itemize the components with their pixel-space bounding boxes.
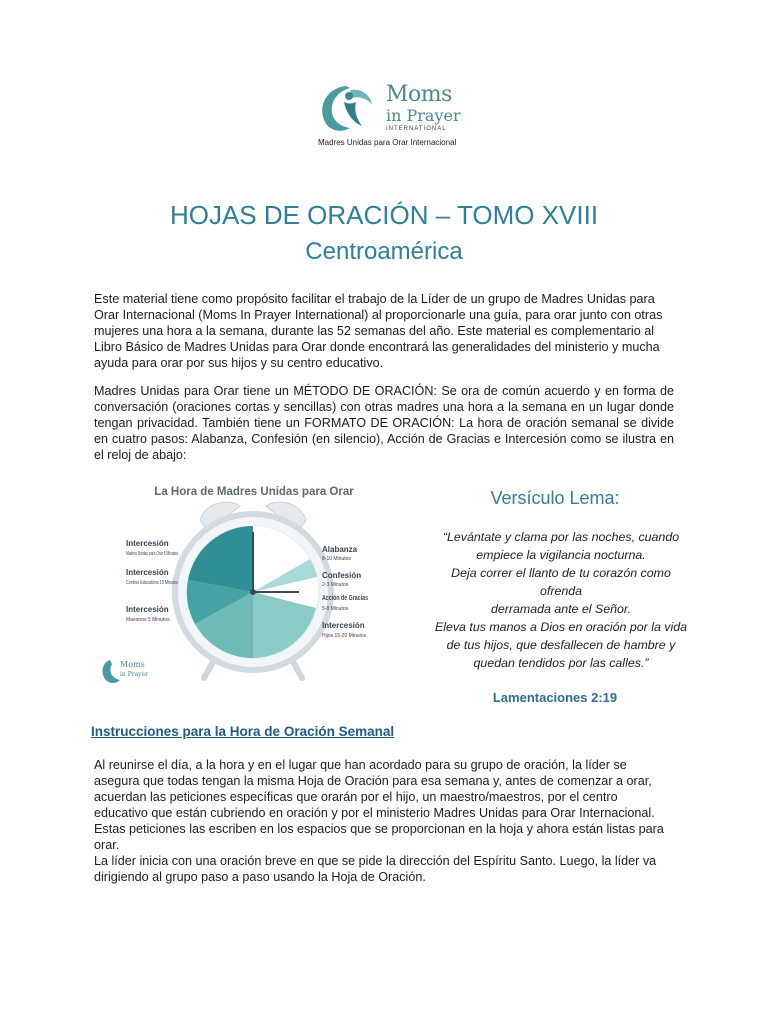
label-left-3-detail: Maestros 5 Minutos <box>126 617 170 623</box>
clock-center <box>250 589 256 595</box>
clock-mini-logo <box>103 660 149 683</box>
label-left-2-title: Intercesión <box>126 568 169 577</box>
instructions-paragraph-b: La líder inicia con una oración breve en que se pide la dirección del Espíritu Santo. Luego, la líder va dirigiendo al grupo paso a paso usando la Hoja de Oración. <box>94 854 657 884</box>
instructions-body <box>94 757 674 885</box>
verse-line: derramada ante el Señor. <box>490 602 632 616</box>
instructions-heading: Instrucciones para la Hora de Oración Semanal <box>91 724 395 739</box>
label-left-1-title: Intercesión <box>126 539 169 548</box>
label-left-2-detail: Centros Educativos 10 Minutos <box>126 580 179 586</box>
verse-line: ofrenda <box>539 584 583 598</box>
label-right-1-detail: 8-10 Minutos <box>322 556 351 562</box>
mini-logo-icon <box>103 660 120 683</box>
verse-line: quedan tendidos por las calles.” <box>473 656 649 670</box>
label-right-3-detail: 5-8 Minutos <box>322 606 349 612</box>
moms-in-prayer-logo <box>316 78 466 150</box>
label-right-1-title: Alabanza <box>322 545 358 554</box>
verse-reference: Lamentaciones 2:19 <box>492 690 618 705</box>
verse-line: de tus hijos, que desfallecen de hambre y <box>446 638 676 652</box>
verse-line: empiece la vigilancia nocturna. <box>476 548 646 562</box>
mini-logo-line1: Moms <box>120 660 145 669</box>
intro-paragraph: Este material tiene como propósito facilitar el trabajo de la Líder de un grupo de Madres Unidas para Orar Internacional (Moms In Prayer International) al proporcionarle una guía, para orar junto con otras mujeres una hora a la semana, durante las 52 semanas del año. Este material es complementario al Libro Básico de Madres Unidas para Orar donde encontrará las generalidades del ministerio y mucha ayuda para orar por sus hijos y su centro educativo. <box>94 292 663 370</box>
prayer-hour-clock-diagram <box>96 480 386 690</box>
label-left-3-title: Intercesión <box>126 605 169 614</box>
label-right-2-detail: 2-3 Minutos <box>322 582 349 588</box>
label-right-4-title: Intercesión <box>322 621 365 630</box>
clock-leg-right <box>292 660 302 678</box>
method-paragraph: Madres Unidas para Orar tiene un MÉTODO DE ORACIÓN: Se ora de común acuerdo y en forma de conversación (oraciones cortas y sencillas) con otras madres una hora a la semana en un lugar donde tengan privacidad. También tiene un FORMATO DE ORACIÓN: La hora de oración semanal se divide en cuatro pasos: Alabanza, Confesión (en silencio), Acción de Gracias e Intercesión como se ilustra en el reloj de abajo: <box>94 384 674 462</box>
verse-title: Versículo Lema: <box>490 488 620 508</box>
page-subtitle: Centroamérica <box>305 238 463 265</box>
praying-hands-logo-icon <box>316 78 386 138</box>
verse-line: Eleva tus manos a Dios en oración por la vida <box>434 620 688 634</box>
verse-text <box>418 528 704 672</box>
clock-title: La Hora de Madres Unidas para Orar <box>154 486 354 498</box>
label-right-4-detail: Hijos 15-20 Minutos <box>322 633 367 639</box>
verse-line: “Levántate y clama por las noches, cuando <box>442 530 680 544</box>
label-right-2-title: Confesión <box>322 571 362 580</box>
logo-line-in-prayer: in Prayer <box>386 106 461 125</box>
mini-logo-line2: in Prayer <box>120 671 148 678</box>
logo-subtitle: Madres Unidas para Orar Internacional <box>318 138 457 147</box>
clock-leg-left <box>204 660 214 678</box>
page-title: HOJAS DE ORACIÓN – TOMO XVIII <box>169 200 599 230</box>
clock-left-labels <box>126 539 178 623</box>
label-right-3-title: Acción de Gracias <box>322 593 368 602</box>
verse-line: Deja correr el llanto de tu corazón como <box>451 566 671 580</box>
logo-line-international: INTERNATIONAL <box>386 126 447 132</box>
instructions-paragraph-a: Al reunirse el día, a la hora y en el lugar que han acordado para su grupo de oración, la líder se asegura que todas tengan la misma Hoja de Oración para esa semana y, antes de comenzar a orar, acuerdan las peticiones específicas que orarán por el hijo, un maestro/maestros, por el centro educativo que están cubriendo en oración y por el ministerio Madres Unidas para Orar Internacional. Estas peticiones las escriben en los espacios que se proporcionan en la hoja y ahora están listas para orar. <box>94 758 664 852</box>
label-left-1-detail: Madres Unidas para Orar 5 Minutos <box>126 551 179 557</box>
logo-line-moms: Moms <box>386 82 452 107</box>
